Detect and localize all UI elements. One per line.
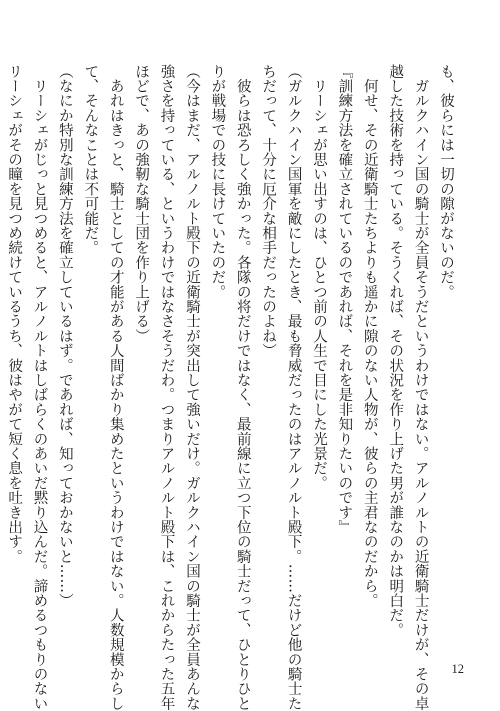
text-line: あれはきっと、騎士としての才能がある人間ばかり集めたというわけではない。人数規模からし — [107, 64, 124, 711]
text-line: 『訓練方法を確立されているのであれば、それを是非知りたいのです』 — [336, 64, 353, 535]
text-line: （今はまだ、アルノルト殿下の近衛騎士が突出して強いだけ。ガルクハイン国の騎士が全員あんな — [183, 64, 200, 711]
text-line: リーシェがその瞳を見つめ続けているうち、彼はやがて短く息を吐き出す。 — [6, 64, 23, 564]
text-line: ちだって、十分に厄介な相手だったのよね） — [260, 64, 277, 358]
text-line: 越した技術を持っている。そうくれば、その状況を作り上げた男が誰なのかは明白だ。 — [387, 64, 404, 638]
text-line: 彼らは恐ろしく強かった。各隊の将だけではなく、最前線に立つ下位の騎士だって、ひとりひと — [234, 64, 251, 711]
text-line: も、彼らには一切の隙がないのだ。 — [438, 64, 454, 300]
text-line: りが戦場での技に長けていたのだ。 — [209, 64, 226, 300]
text-line: て、そんなことは不可能だ。 — [82, 64, 99, 256]
text-line: （なにか特別な訓練方法を確立しているはず。であれば、知っておかないと……） — [56, 64, 73, 608]
text-line: （ガルクハイン国軍を敵にしたとき、最も脅威だったのはアルノルト殿下。……だけど他の騎士た — [285, 64, 302, 711]
text-line: リーシェがじっと見つめると、アルノルトはしばらくのあいだ黙り込んだ。諦めるつもりのない — [31, 64, 48, 711]
text-line: 強さを持っている、というわけではなさそうだわ。つまりアルノルト殿下は、これからたった五年 — [158, 64, 175, 711]
page-number: 12 — [451, 662, 464, 676]
text-line: リーシェが思い出すのは、ひとつ前の人生で目にした光景だ。 — [310, 64, 327, 491]
text-line: ガルクハイン国の騎士が全員そうだというわけではない。アルノルトの近衛騎士だけが、その卓 — [412, 64, 429, 711]
text-line: ほどで、あの強靭な騎士団を作り上げる） — [133, 64, 150, 344]
text-line: 何せ、その近衛騎士たちよりも遥かに隙のない人物が、彼らの主君なのだから。 — [361, 64, 378, 608]
